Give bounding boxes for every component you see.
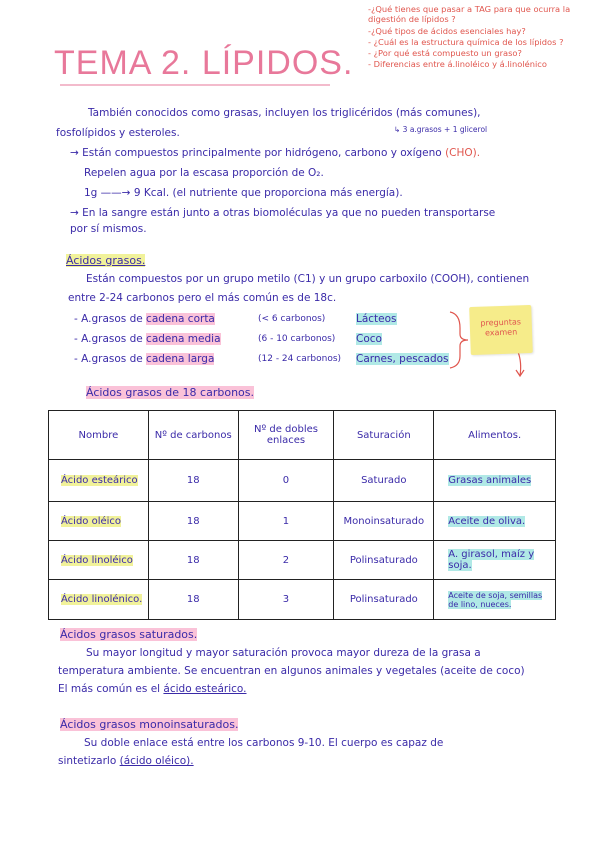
table-header-row <box>49 411 556 460</box>
carbon-count: 18 <box>148 541 238 580</box>
title-underline <box>60 84 330 86</box>
table-heading: Ácidos grasos de 18 carbonos. <box>86 386 255 399</box>
mono-line-2: sintetizarlo (ácido oléico). <box>58 755 194 767</box>
intro-line-1: También conocidos como grasas, incluyen los triglicéridos (más comunes), <box>88 107 481 119</box>
section-heading-monoinsaturados: Ácidos grasos monoinsaturados. <box>60 718 239 731</box>
composition-formula: (CHO). <box>445 147 481 159</box>
column-header: Nombre <box>49 411 149 460</box>
question-item: - ¿Por qué está compuesto un graso? <box>368 48 522 59</box>
triglyceride-note: ↳ 3 a.grasos + 1 glicerol <box>394 125 488 134</box>
sticky-note-text: preguntas examen <box>480 317 522 338</box>
column-header: Nº de carbonos <box>148 411 238 460</box>
table-row <box>49 541 556 580</box>
chain-type-medium: - A.grasos de cadena media <box>74 333 221 345</box>
blood-line-2: por sí mismos. <box>70 223 147 235</box>
chain-name: cadena media <box>146 333 221 345</box>
table-row <box>49 502 556 541</box>
intro-line-2: fosfolípidos y esteroles. <box>56 127 180 139</box>
saturation: Monoinsaturado <box>334 502 434 541</box>
section-heading-acidos-grasos: Ácidos grasos. <box>66 254 146 267</box>
double-bond-count: 3 <box>238 580 334 620</box>
column-header: Saturación <box>334 411 434 460</box>
page-title: TEMA 2. LÍPIDOS. <box>54 44 354 82</box>
chain-name: cadena larga <box>146 353 215 365</box>
food-source: A. girasol, maíz y soja. <box>434 541 556 580</box>
table-row <box>49 580 556 620</box>
acidos-line-2: entre 2-24 carbonos pero el más común es de 18c. <box>68 292 337 304</box>
chain-range: (6 - 10 carbonos) <box>258 334 336 344</box>
section-heading-saturados: Ácidos grasos saturados. <box>60 628 198 641</box>
highlighted-acid: ácido esteárico. <box>163 683 247 695</box>
composition-line <box>70 146 480 161</box>
food-source: Grasas animales <box>434 460 556 502</box>
arrow-down-icon <box>512 350 532 380</box>
blood-line-1: → En la sangre están junto a otras biomoléculas ya que no pueden transportarse <box>70 207 496 219</box>
double-bond-count: 2 <box>238 541 334 580</box>
chain-food: Carnes, pescados <box>356 353 449 365</box>
carbon-count: 18 <box>148 502 238 541</box>
double-bond-count: 0 <box>238 460 334 502</box>
column-header: Alimentos. <box>434 411 556 460</box>
chain-range: (< 6 carbonos) <box>258 314 326 324</box>
saturation: Polinsaturado <box>334 580 434 620</box>
question-item: - ¿Cuál es la estructura química de los lípidos ? <box>368 36 564 47</box>
table-row <box>49 460 556 502</box>
double-bond-count: 1 <box>238 502 334 541</box>
water-repel-line: Repelen agua por la escasa proporción de O₂. <box>84 167 324 179</box>
composition-text: → Están compuestos principalmente por hidrógeno, carbono y oxígeno <box>70 147 446 159</box>
fatty-acids-table <box>48 410 556 620</box>
carbon-count: 18 <box>148 460 238 502</box>
chain-food: Lácteos <box>356 313 397 325</box>
energy-line: 1g ——→ 9 Kcal. (el nutriente que proporciona más energía). <box>84 187 403 199</box>
saturados-line-1: Su mayor longitud y mayor saturación provoca mayor dureza de la grasa a <box>86 647 481 659</box>
question-item: -¿Qué tipos de ácidos esenciales hay? <box>368 25 526 36</box>
acid-name: Ácido linoléico <box>49 541 149 580</box>
saturation: Polinsaturado <box>334 541 434 580</box>
saturation: Saturado <box>334 460 434 502</box>
saturados-line-2: temperatura ambiente. Se encuentran en algunos animales y vegetales (aceite de coco) <box>58 665 525 677</box>
chain-type-long: - A.grasos de cadena larga <box>74 353 215 365</box>
chain-food: Coco <box>356 333 382 345</box>
mono-line-1: Su doble enlace está entre los carbonos 9-10. El cuerpo es capaz de <box>84 737 444 749</box>
highlighted-acid: (ácido oléico). <box>119 755 194 767</box>
column-header: Nº de dobles enlaces <box>238 411 334 460</box>
acidos-line-1: Están compuestos por un grupo metilo (C1) y un grupo carboxilo (COOH), contienen <box>86 273 530 285</box>
acid-name: Ácido oléico <box>49 502 149 541</box>
acid-name: Ácido linolénico. <box>49 580 149 620</box>
chain-type-short: - A.grasos de cadena corta <box>74 313 215 325</box>
exam-questions-list <box>368 4 596 71</box>
chain-range: (12 - 24 carbonos) <box>258 354 342 364</box>
food-source: Aceite de soja, semillas de lino, nueces. <box>434 580 556 620</box>
question-item: - Diferencias entre á.linoléico y á.linolénico <box>368 59 547 70</box>
food-source: Aceite de oliva. <box>434 502 556 541</box>
question-item: -¿Qué tienes que pasar a TAG para que ocurra la digestión de lípidos ? <box>368 4 571 25</box>
carbon-count: 18 <box>148 580 238 620</box>
chain-name: cadena corta <box>146 313 215 325</box>
sticky-note <box>469 305 533 355</box>
saturados-line-3: El más común es el ácido esteárico. <box>58 683 247 695</box>
acid-name: Ácido esteárico <box>49 460 149 502</box>
